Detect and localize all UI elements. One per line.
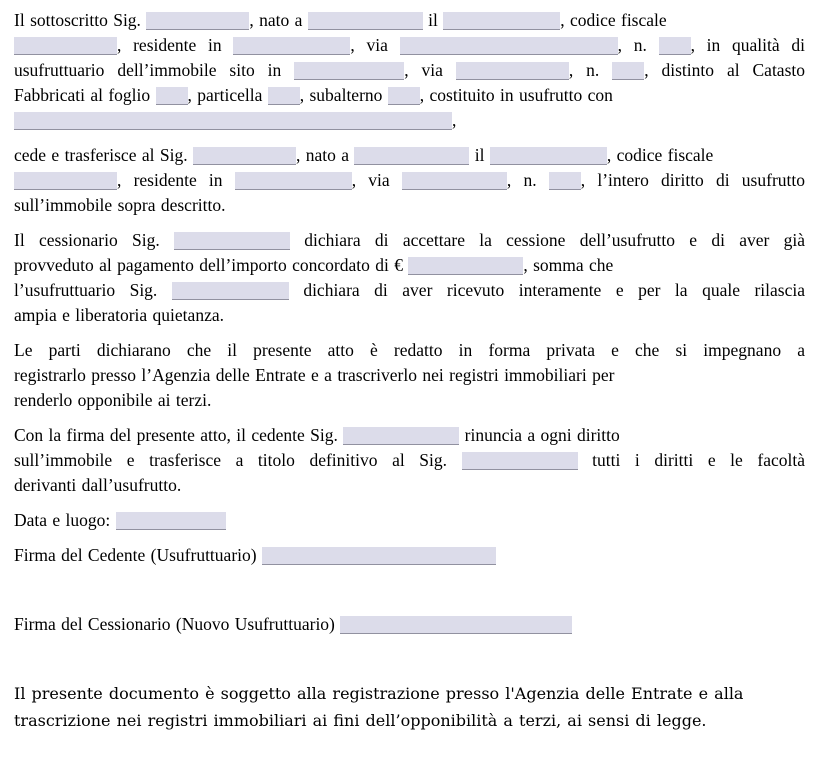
text-run: sull’immobile e trasferisce a titolo definitivo al Sig. [14, 450, 462, 470]
text-run: ampia e liberatoria quietanza. [14, 305, 224, 325]
text-run: , n. [506, 170, 549, 190]
field-rinuncia-cedente-nome[interactable] [343, 427, 459, 445]
field-immobile-comune[interactable] [294, 62, 404, 80]
field-cedente-comune-residenza[interactable] [233, 37, 350, 55]
paragraph-premessa-cedente-line-1 [14, 8, 805, 33]
text-run: , costituito in usufrutto con [419, 85, 613, 105]
paragraph-cessione-cessionario-line-2 [14, 168, 805, 193]
paragraph-cessione-cessionario-line-1 [14, 143, 805, 168]
paragraph-rinuncia-trasferimento-line-3 [14, 473, 805, 498]
text-run: dichiara di accettare la cessione dell’usufrutto e di aver già [290, 230, 806, 250]
field-cedente-luogo-nascita[interactable] [308, 12, 423, 30]
paragraph-premessa-cedente-line-2 [14, 33, 805, 58]
paragraph-forma-registrazione [14, 338, 805, 413]
paragraph-forma-registrazione-line-3 [14, 388, 805, 413]
paragraph-forma-registrazione-line-2 [14, 363, 805, 388]
paragraph-nota-legale-line-1 [14, 680, 805, 707]
text-run: , codice fiscale [606, 145, 714, 165]
text-run: , nato a [295, 145, 355, 165]
field-cessionario-codice-fiscale[interactable] [14, 172, 117, 190]
text-run: , [452, 110, 457, 130]
text-run: , particella [187, 85, 268, 105]
paragraph-accettazione-pagamento-line-1 [14, 228, 805, 253]
paragraph-accettazione-pagamento-line-3 [14, 278, 805, 303]
field-catasto-particella[interactable] [268, 87, 300, 105]
field-immobile-via[interactable] [456, 62, 569, 80]
text-run: l’usufruttuario Sig. [14, 280, 172, 300]
text-run: Firma del Cedente (Usufruttuario) [14, 545, 262, 565]
paragraph-rinuncia-trasferimento-line-1 [14, 423, 805, 448]
paragraph-cessione-cessionario [14, 143, 805, 218]
text-run: Il cessionario Sig. [14, 230, 174, 250]
text-run: , via [351, 170, 402, 190]
field-cessionario-via[interactable] [402, 172, 507, 190]
field-cessionario-nome[interactable] [193, 147, 296, 165]
text-run: Firma del Cessionario (Nuovo Usufruttuario) [14, 614, 341, 634]
text-run: Data e luogo: [14, 510, 116, 530]
paragraph-accettazione-pagamento-line-4 [14, 303, 805, 328]
line-data-luogo-line-1 [14, 508, 805, 533]
text-run: provveduto al pagamento dell’importo concordato di € [14, 255, 409, 275]
paragraph-rinuncia-trasferimento-line-2 [14, 448, 805, 473]
line-firma-cessionario-line-1 [14, 612, 805, 637]
text-run: renderlo opponibile ai terzi. [14, 390, 212, 410]
line-firma-cedente [14, 543, 805, 568]
field-cessionario-comune-residenza[interactable] [235, 172, 352, 190]
text-run: , n. [568, 60, 613, 80]
text-run: , via [404, 60, 456, 80]
paragraph-premessa-cedente-line-4 [14, 83, 805, 108]
text-run: dichiara di aver ricevuto interamente e per la quale rilascia [288, 280, 805, 300]
text-run: , codice fiscale [560, 10, 667, 30]
field-cedente-numero-civico[interactable] [659, 37, 691, 55]
text-run: cede e trasferisce al Sig. [14, 145, 193, 165]
field-titolo-costitutivo-usufrutto[interactable] [14, 112, 452, 130]
text-run: Le parti dichiarano che il presente atto è redatto in forma privata e che si impegnano a [14, 340, 805, 360]
line-firma-cedente-line-1 [14, 543, 805, 568]
paragraph-premessa-cedente [14, 8, 805, 133]
text-run: usufruttuario dell’immobile sito in [14, 60, 295, 80]
field-trasferimento-cessionario-nome[interactable] [462, 452, 578, 470]
paragraph-forma-registrazione-line-1 [14, 338, 805, 363]
paragraph-accettazione-pagamento-line-2 [14, 253, 805, 278]
text-run: Con la firma del presente atto, il cedente Sig. [14, 425, 344, 445]
field-immobile-numero-civico[interactable] [612, 62, 644, 80]
text-run: , in qualità di [690, 35, 805, 55]
text-run: , somma che [523, 255, 614, 275]
text-run: trascrizione nei registri immobiliari ai fini dell’opponibilità a terzi, ai sensi di legge. [14, 711, 707, 730]
paragraph-rinuncia-trasferimento [14, 423, 805, 498]
field-cessionario-data-nascita[interactable] [490, 147, 607, 165]
line-data-luogo [14, 508, 805, 533]
paragraph-premessa-cedente-line-5 [14, 108, 805, 133]
field-accettazione-cessionario-nome[interactable] [174, 232, 290, 250]
paragraph-nota-legale-line-2 [14, 707, 805, 734]
field-catasto-subalterno[interactable] [388, 87, 420, 105]
text-run: , via [350, 35, 400, 55]
field-quietanza-usufruttuario-nome[interactable] [172, 282, 289, 300]
field-cedente-via[interactable] [400, 37, 618, 55]
line-firma-cessionario [14, 612, 805, 637]
paragraph-accettazione-pagamento [14, 228, 805, 328]
text-run: , nato a [249, 10, 308, 30]
text-run: Il presente documento è soggetto alla registrazione presso l'Agenzia delle Entrate e alla [14, 684, 744, 703]
text-run: , n. [617, 35, 659, 55]
text-run: , l’intero diritto di usufrutto [580, 170, 805, 190]
field-cessionario-numero-civico[interactable] [549, 172, 581, 190]
text-run: , residente in [117, 35, 234, 55]
text-run: il [422, 10, 444, 30]
text-run: sull’immobile sopra descritto. [14, 195, 226, 215]
field-cedente-data-nascita[interactable] [443, 12, 560, 30]
text-run: derivanti dall’usufrutto. [14, 475, 182, 495]
text-run: tutti i diritti e le facoltà [577, 450, 805, 470]
text-run: , subalterno [299, 85, 388, 105]
text-run: Fabbricati al foglio [14, 85, 156, 105]
field-catasto-foglio[interactable] [156, 87, 188, 105]
text-run: , residente in [117, 170, 235, 190]
field-importo-concordato[interactable] [408, 257, 523, 275]
text-run: registrarlo presso l’Agenzia delle Entrate e a trascriverlo nei registri immobiliari per [14, 365, 615, 385]
field-cessionario-luogo-nascita[interactable] [354, 147, 469, 165]
paragraph-cessione-cessionario-line-3 [14, 193, 805, 218]
text-run: il [469, 145, 490, 165]
field-firma-cessionario[interactable] [340, 616, 572, 634]
field-data-luogo[interactable] [116, 512, 226, 530]
text-run: Il sottoscritto Sig. [14, 10, 147, 30]
field-firma-cedente[interactable] [262, 547, 496, 565]
field-cedente-nome[interactable] [146, 12, 249, 30]
text-run: rinuncia a ogni diritto [459, 425, 620, 445]
field-cedente-codice-fiscale[interactable] [14, 37, 117, 55]
paragraph-premessa-cedente-line-3 [14, 58, 805, 83]
paragraph-nota-legale [14, 680, 805, 734]
text-run: , distinto al Catasto [644, 60, 805, 80]
